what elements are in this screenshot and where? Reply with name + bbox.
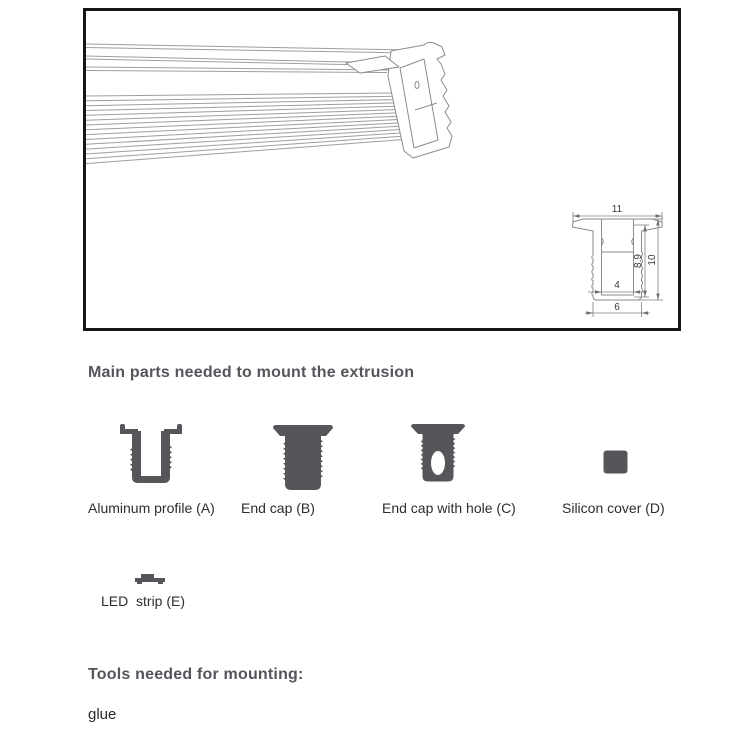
led-strip-icon [135,571,165,589]
label-silicon-cover: Silicon cover (D) [562,500,665,516]
product-drawing-panel [83,8,681,331]
tools-item-glue: glue [88,706,117,723]
dim-inner-depth: 8.9 [633,254,644,268]
dim-inner-width: 4 [614,280,620,291]
end-cap-icon [273,424,333,496]
label-end-cap: End cap (B) [241,500,315,516]
cross-section-drawing [573,204,664,317]
label-aluminum-profile: Aluminum profile (A) [88,500,215,516]
tools-heading: Tools needed for mounting: [88,666,304,683]
dim-top-width: 11 [611,204,623,215]
dim-total-height: 10 [647,254,658,266]
technical-drawing [86,11,678,328]
end-cap-with-hole-icon [411,423,465,488]
label-end-cap-with-hole: End cap with hole (C) [382,500,516,516]
aluminum-profile-icon [119,422,183,489]
dim-bottom-width: 6 [614,302,620,313]
silicon-cover-icon [603,450,628,479]
parts-heading: Main parts needed to mount the extrusion [88,364,415,381]
label-led-strip: LED strip (E) [101,593,186,609]
